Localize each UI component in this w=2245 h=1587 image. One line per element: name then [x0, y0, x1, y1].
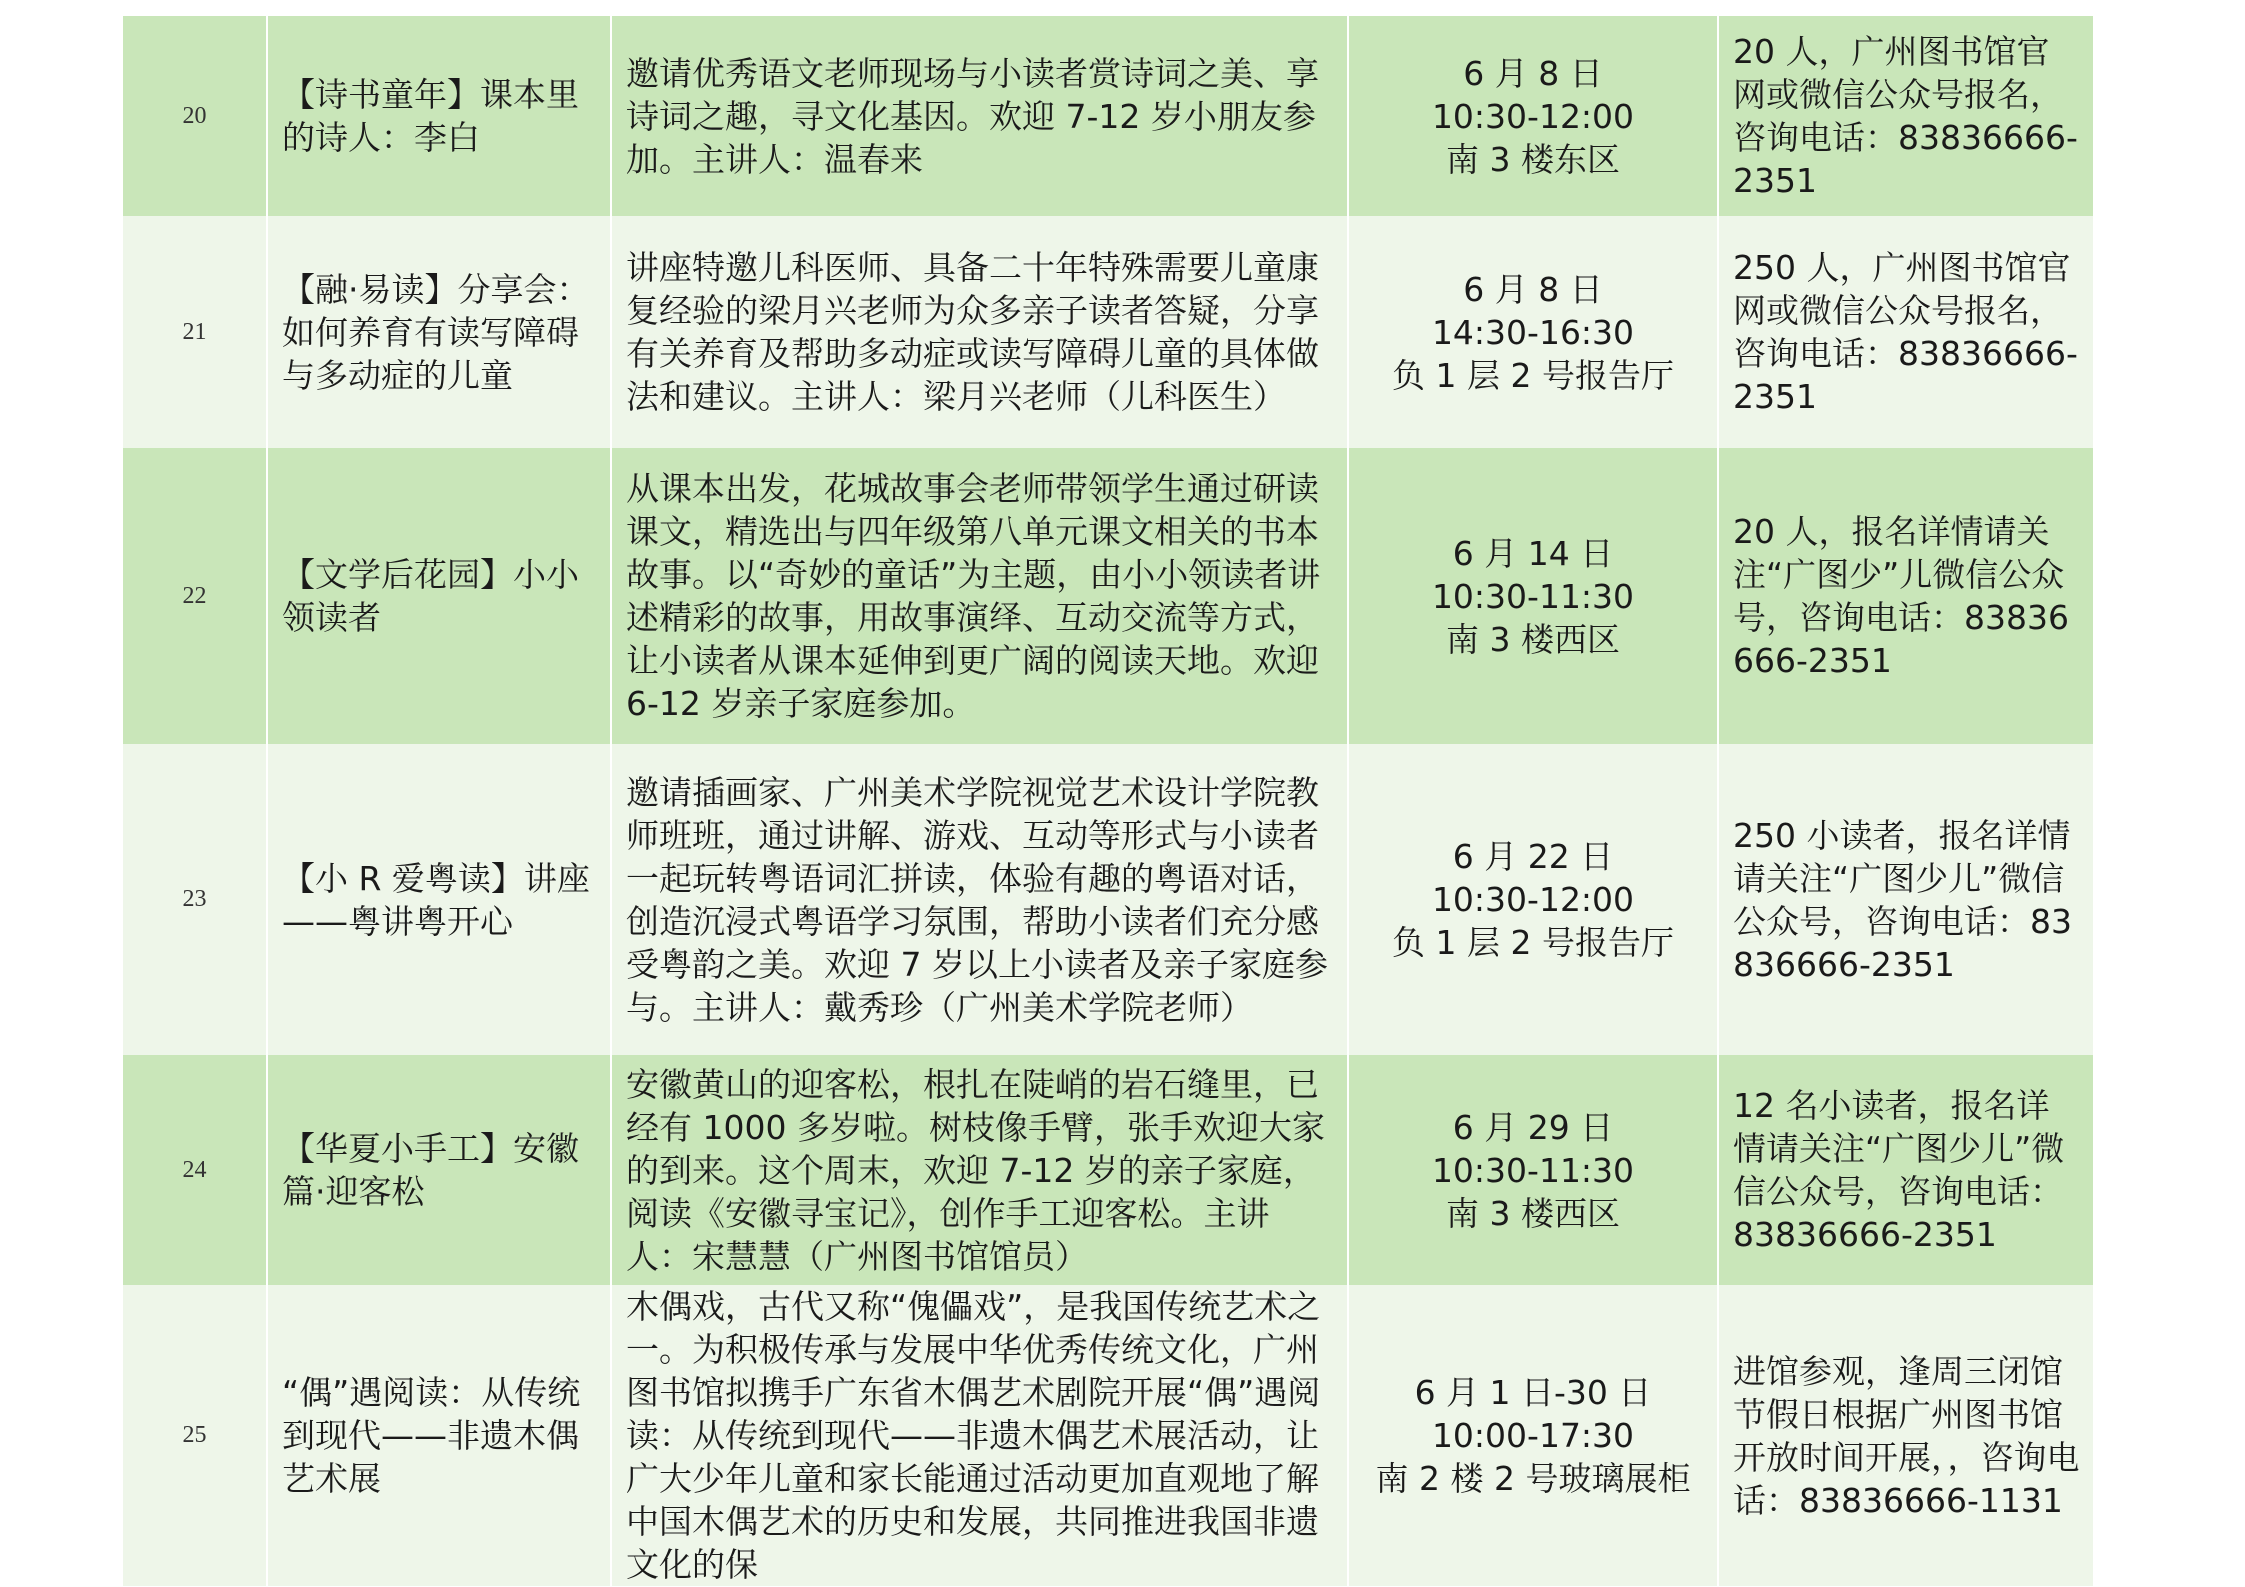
row-number: 23	[123, 744, 267, 1055]
row-number: 21	[123, 216, 267, 448]
table-row	[123, 1055, 2093, 1285]
activity-time: 10:30-12:00	[1431, 880, 1635, 919]
activity-place: 负 1 层 2 号报告厅	[1392, 355, 1674, 395]
activity-time: 10:30-12:00	[1431, 96, 1635, 136]
activity-place: 南 2 楼 2 号玻璃展柜	[1375, 1459, 1691, 1498]
activity-date: 6 月 1 日-30 日	[1414, 1373, 1652, 1412]
activity-description: 邀请优秀语文老师现场与小读者赏诗词之美、享诗词之趣，寻文化基因。欢迎 7-12 岁小朋友参加。主讲人：温春来	[611, 16, 1348, 216]
activity-description: 邀请插画家、广州美术学院视觉艺术设计学院教师班班，通过讲解、游戏、互动等形式与小读者一起玩转粤语词汇拼读，体验有趣的粤语对话，创造沉浸式粤语学习氛围，帮助小读者们充分感受粤韵之美。欢迎 7 岁以上小读者及亲子家庭参与。主讲人：戴秀珍（广州美术学院老师）	[611, 744, 1348, 1055]
activity-time: 10:30-11:30	[1431, 1150, 1635, 1190]
activity-date: 6 月 14 日	[1452, 533, 1614, 573]
row-number: 22	[123, 448, 267, 744]
activity-time: 10:00-17:30	[1431, 1416, 1635, 1455]
activity-time: 10:30-11:30	[1431, 576, 1635, 616]
activity-place: 负 1 层 2 号报告厅	[1392, 923, 1674, 962]
table-row	[123, 744, 2093, 1055]
row-number: 24	[123, 1055, 267, 1285]
activity-date: 6 月 8 日	[1463, 269, 1603, 309]
activity-date: 6 月 29 日	[1452, 1107, 1614, 1147]
registration-info: 12 名小读者，报名详情请关注“广图少儿”微信公众号，咨询电话：83836666-2351	[1718, 1055, 2093, 1285]
activity-table	[123, 16, 2093, 1586]
table-row	[123, 216, 2093, 448]
row-number: 25	[123, 1285, 267, 1586]
activity-schedule	[1348, 744, 1718, 1055]
activity-title: 【华夏小手工】安徽篇·迎客松	[267, 1055, 611, 1285]
activity-description: 木偶戏，古代又称“傀儡戏”，是我国传统艺术之一。为积极传承与发展中华优秀传统文化，广州图书馆拟携手广东省木偶艺术剧院开展“偶”遇阅读：从传统到现代——非遗木偶艺术展活动，让广大少年儿童和家长能通过活动更加直观地了解中国木偶艺术的历史和发展，共同推进我国非遗文化的保	[611, 1285, 1348, 1586]
activity-place: 南 3 楼西区	[1446, 1193, 1620, 1233]
activity-title: 【融·易读】分享会：如何养育有读写障碍与多动症的儿童	[267, 216, 611, 448]
registration-info: 进馆参观，逢周三闭馆节假日根据广州图书馆开放时间开展，，咨询电话：83836666-1131	[1718, 1285, 2093, 1586]
row-number: 20	[123, 16, 267, 216]
registration-info: 20 人，广州图书馆官网或微信公众号报名，咨询电话：83836666-2351	[1718, 16, 2093, 216]
activity-date: 6 月 8 日	[1463, 53, 1603, 93]
activity-schedule	[1348, 1285, 1718, 1586]
activity-description: 安徽黄山的迎客松，根扎在陡峭的岩石缝里，已经有 1000 多岁啦。树枝像手臂，张手欢迎大家的到来。这个周末，欢迎 7-12 岁的亲子家庭，阅读《安徽寻宝记》，创作手工迎客松。主讲人：宋慧慧（广州图书馆馆员）	[611, 1055, 1348, 1285]
table-row	[123, 16, 2093, 216]
activity-title: “偶”遇阅读：从传统到现代——非遗木偶艺术展	[267, 1285, 611, 1586]
activity-description: 从课本出发，花城故事会老师带领学生通过研读课文，精选出与四年级第八单元课文相关的书本故事。以“奇妙的童话”为主题，由小小领读者讲述精彩的故事，用故事演绎、互动交流等方式，让小读者从课本延伸到更广阔的阅读天地。欢迎 6-12 岁亲子家庭参加。	[611, 448, 1348, 744]
activity-date: 6 月 22 日	[1452, 837, 1614, 876]
activity-schedule	[1348, 216, 1718, 448]
activity-time: 14:30-16:30	[1431, 312, 1635, 352]
table-row	[123, 448, 2093, 744]
registration-info: 250 小读者，报名详情请关注“广图少儿”微信公众号，咨询电话：83836666-2351	[1718, 744, 2093, 1055]
activity-title: 【文学后花园】小小领读者	[267, 448, 611, 744]
activity-place: 南 3 楼东区	[1446, 139, 1620, 179]
activity-title: 【诗书童年】课本里的诗人：李白	[267, 16, 611, 216]
activity-place: 南 3 楼西区	[1446, 619, 1620, 659]
table-row	[123, 1285, 2093, 1586]
registration-info: 20 人，报名详情请关注“广图少”儿微信公众号，咨询电话：83836666-2351	[1718, 448, 2093, 744]
activity-table-wrapper	[123, 16, 2093, 1584]
activity-schedule	[1348, 1055, 1718, 1285]
activity-schedule	[1348, 448, 1718, 744]
activity-schedule	[1348, 16, 1718, 216]
activity-title: 【小 R 爱粤读】讲座——粤讲粤开心	[267, 744, 611, 1055]
registration-info: 250 人，广州图书馆官网或微信公众号报名，咨询电话：83836666-2351	[1718, 216, 2093, 448]
activity-description: 讲座特邀儿科医师、具备二十年特殊需要儿童康复经验的梁月兴老师为众多亲子读者答疑，分享有关养育及帮助多动症或读写障碍儿童的具体做法和建议。主讲人：梁月兴老师（儿科医生）	[611, 216, 1348, 448]
